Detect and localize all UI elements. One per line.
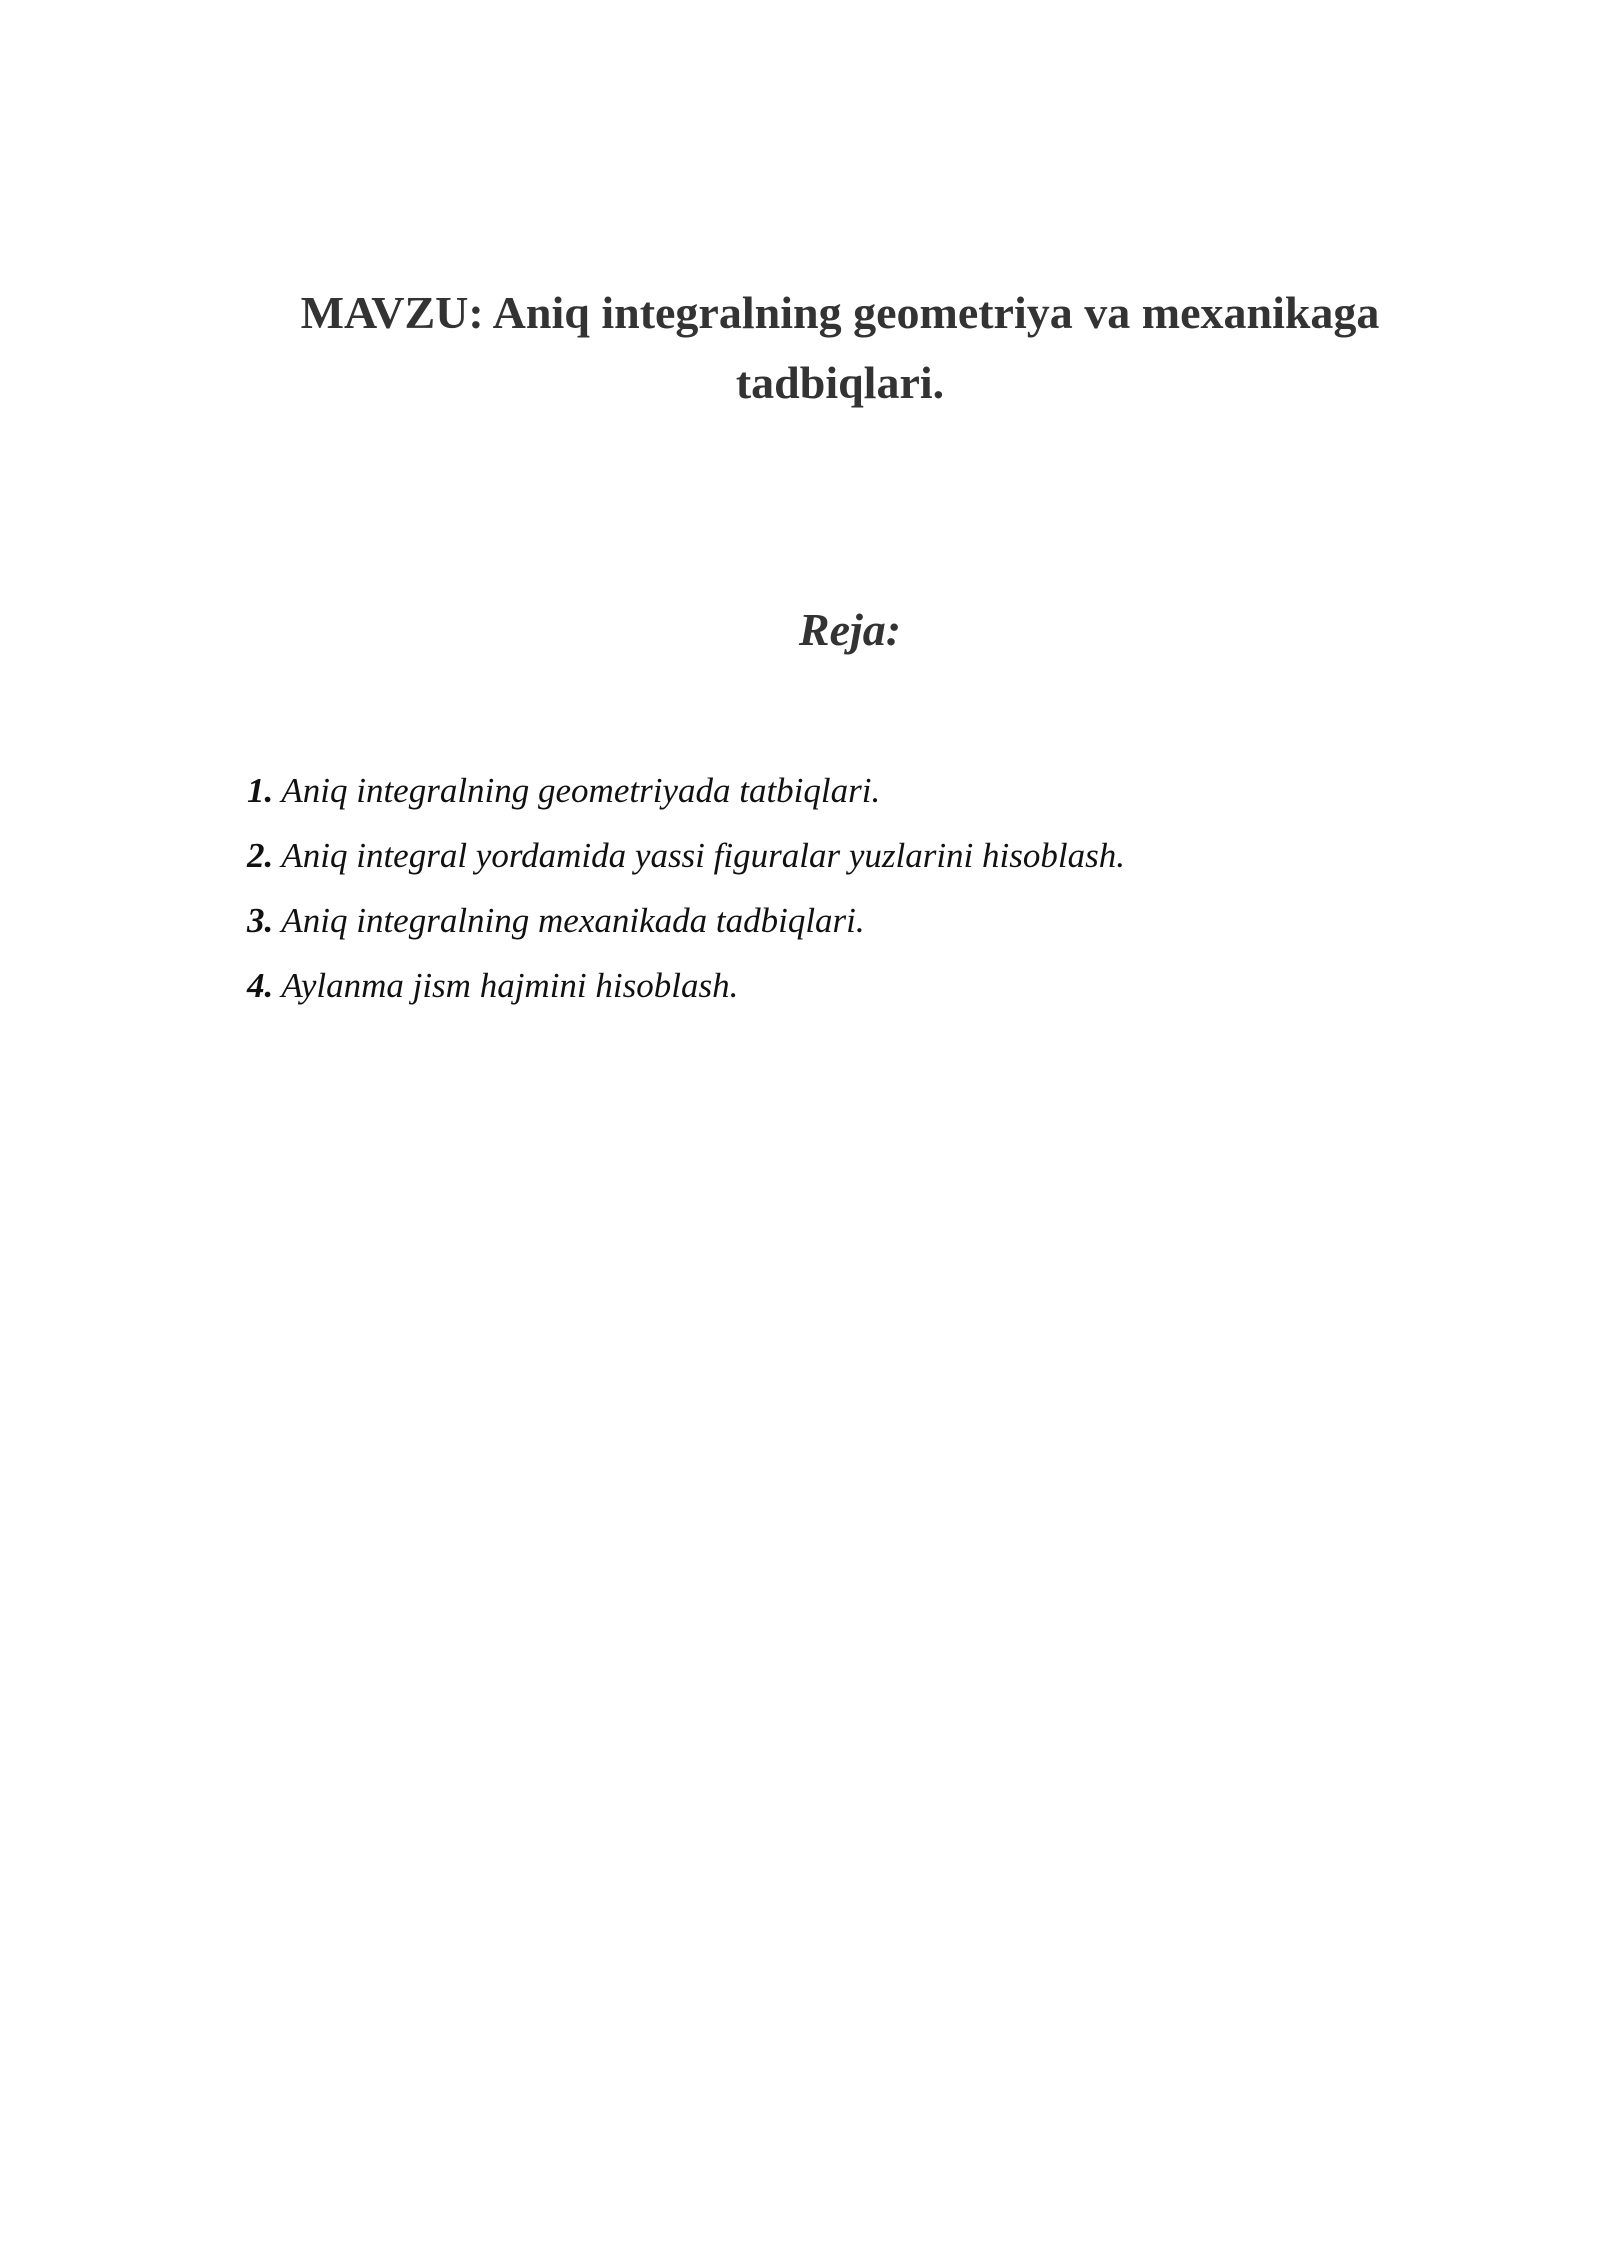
plan-list (247, 758, 1125, 1018)
plan-item (247, 953, 1125, 1018)
plan-item-text: Aniq integralning geometriyada tatbiqlari. (273, 771, 881, 810)
plan-item-text: Aylanma jism hajmini hisoblash. (273, 966, 739, 1005)
plan-item-text: Aniq integralning mexanikada tadbiqlari. (273, 901, 865, 940)
plan-item (247, 758, 1125, 823)
plan-item-number: 2. (247, 836, 274, 875)
plan-item-text: Aniq integral yordamida yassi figuralar yuzlarini hisoblash. (273, 836, 1125, 875)
plan-item-number: 3. (247, 901, 274, 940)
plan-item-number: 1. (247, 771, 274, 810)
plan-heading: Reja: (798, 604, 902, 655)
plan-item (247, 888, 1125, 953)
plan-item-number: 4. (247, 966, 274, 1005)
plan-item (247, 823, 1125, 888)
page-title: MAVZU: Aniq integralning geometriya va mexanikaga tadbiqlari. (300, 287, 1380, 408)
